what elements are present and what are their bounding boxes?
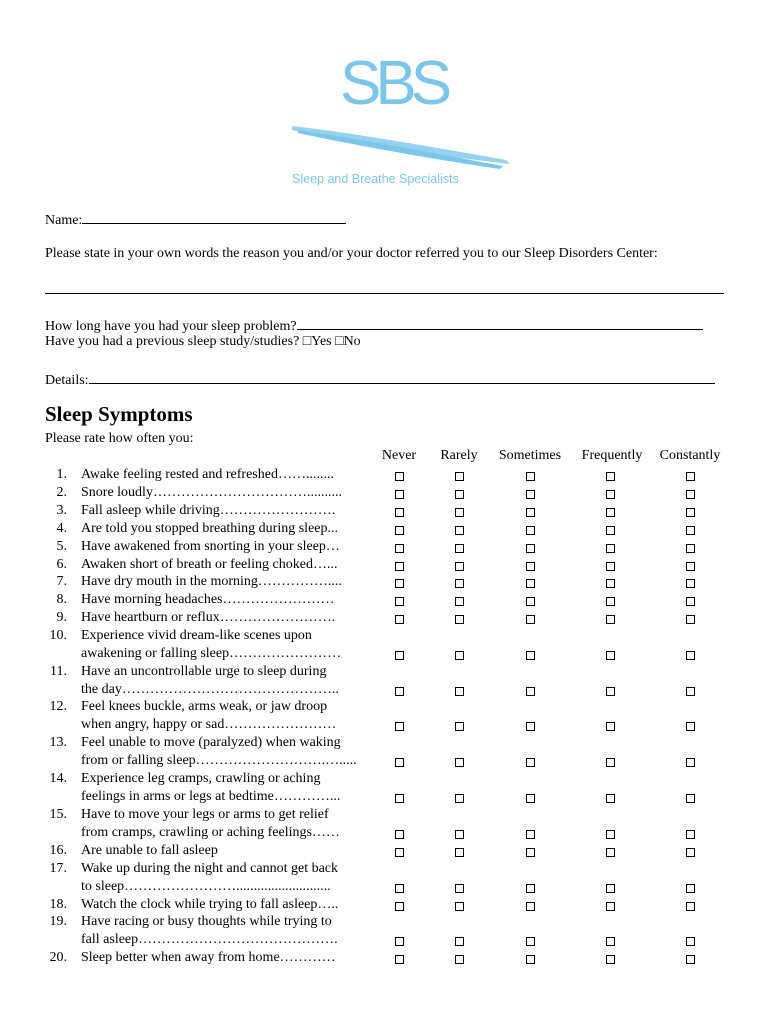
svg-text:SBS: SBS <box>340 49 447 118</box>
question-number: 11. <box>50 664 67 679</box>
checkbox-sometimes[interactable] <box>526 794 535 803</box>
checkbox-rarely[interactable] <box>455 597 464 606</box>
yes-option[interactable]: □Yes <box>302 334 332 349</box>
details-field[interactable] <box>45 369 715 390</box>
checkbox-never[interactable] <box>395 937 404 946</box>
checkbox-rarely[interactable] <box>455 472 464 481</box>
checkbox-rarely[interactable] <box>455 884 464 893</box>
checkbox-never[interactable] <box>395 490 404 499</box>
question-text: Are unable to fall asleep <box>81 843 218 858</box>
checkbox-frequently[interactable] <box>606 472 615 481</box>
checkbox-constantly[interactable] <box>686 579 695 588</box>
checkbox-frequently[interactable] <box>606 651 615 660</box>
question-text: Experience leg cramps, crawling or aching feelings in arms or legs at bedtime…………... <box>81 771 341 804</box>
question-text: Have dry mouth in the morning…………….... <box>81 574 342 589</box>
checkbox-never[interactable] <box>395 884 404 893</box>
logo-tagline: Sleep and Breathe Specialists <box>292 172 459 186</box>
checkbox-frequently[interactable] <box>606 794 615 803</box>
question-number: 12. <box>49 699 67 714</box>
checkbox-never[interactable] <box>395 615 404 624</box>
checkbox-constantly[interactable] <box>686 687 695 696</box>
question-number: 17. <box>49 861 67 876</box>
question-text: Experience vivid dream-like scenes upon awakening or falling sleep…………………… <box>81 628 342 661</box>
checkbox-rarely[interactable] <box>455 722 464 731</box>
duration-label: How long have you had your sleep problem? <box>45 319 297 334</box>
checkbox-never[interactable] <box>395 955 404 964</box>
checkbox-never[interactable] <box>395 544 404 553</box>
checkbox-constantly[interactable] <box>686 848 695 857</box>
question-text: Sleep better when away from home………… <box>81 950 336 965</box>
checkbox-frequently[interactable] <box>606 544 615 553</box>
checkbox-constantly[interactable] <box>686 544 695 553</box>
checkbox-rarely[interactable] <box>455 902 464 911</box>
checkbox-never[interactable] <box>395 508 404 517</box>
checkbox-never[interactable] <box>395 722 404 731</box>
checkbox-rarely[interactable] <box>455 562 464 571</box>
checkbox-rarely[interactable] <box>455 937 464 946</box>
checkbox-rarely[interactable] <box>455 758 464 767</box>
question-number: 10. <box>49 628 67 643</box>
checkbox-frequently[interactable] <box>606 902 615 911</box>
question-text: Feel knees buckle, arms weak, or jaw droop when angry, happy or sad…………………… <box>81 699 337 732</box>
checkbox-frequently[interactable] <box>606 955 615 964</box>
checkbox-rarely[interactable] <box>455 651 464 660</box>
checkbox-frequently[interactable] <box>606 884 615 893</box>
checkbox-constantly[interactable] <box>686 508 695 517</box>
checkbox-never[interactable] <box>395 902 404 911</box>
checkbox-sometimes[interactable] <box>526 955 535 964</box>
checkbox-sometimes[interactable] <box>526 490 535 499</box>
checkbox-frequently[interactable] <box>606 526 615 535</box>
col-sometimes: Sometimes <box>498 448 562 463</box>
checkbox-frequently[interactable] <box>606 722 615 731</box>
checkbox-never[interactable] <box>395 597 404 606</box>
question-text: Have racing or busy thoughts while trying to fall asleep……………………………………. <box>81 914 338 947</box>
checkbox-constantly[interactable] <box>686 472 695 481</box>
checkbox-frequently[interactable] <box>606 830 615 839</box>
question-number: 4. <box>56 521 67 536</box>
question-text: Have morning headaches…………………… <box>81 592 335 607</box>
checkbox-constantly[interactable] <box>686 830 695 839</box>
question-number: 7. <box>56 574 67 589</box>
checkbox-sometimes[interactable] <box>526 758 535 767</box>
question-text: Are told you stopped breathing during sleep... <box>81 521 339 536</box>
checkbox-frequently[interactable] <box>606 508 615 517</box>
section-instruction: Please rate how often you: <box>45 431 194 446</box>
question-number: 13. <box>49 735 67 750</box>
checkbox-sometimes[interactable] <box>526 597 535 606</box>
details-label: Details: <box>45 373 89 388</box>
question-text: Have to move your legs or arms to get relief from cramps, crawling or aching feelings…… <box>81 807 340 840</box>
question-number: 2. <box>56 485 67 500</box>
sbs-logo <box>288 48 528 188</box>
checkbox-constantly[interactable] <box>686 562 695 571</box>
checkbox-sometimes[interactable] <box>526 722 535 731</box>
reason-line[interactable] <box>45 293 724 294</box>
checkbox-frequently[interactable] <box>606 597 615 606</box>
checkbox-sometimes[interactable] <box>526 651 535 660</box>
checkbox-constantly[interactable] <box>686 937 695 946</box>
question-number: 14. <box>49 771 67 786</box>
checkbox-rarely[interactable] <box>455 794 464 803</box>
question-text: Feel unable to move (paralyzed) when waking from or falling sleep……………………….…..... <box>81 735 357 768</box>
checkbox-constantly[interactable] <box>686 651 695 660</box>
question-number: 1. <box>56 467 67 482</box>
checkbox-never[interactable] <box>395 579 404 588</box>
checkbox-frequently[interactable] <box>606 687 615 696</box>
checkbox-sometimes[interactable] <box>526 687 535 696</box>
question-number: 3. <box>56 503 67 518</box>
checkbox-constantly[interactable] <box>686 722 695 731</box>
section-title: Sleep Symptoms <box>45 402 193 426</box>
checkbox-frequently[interactable] <box>606 848 615 857</box>
checkbox-sometimes[interactable] <box>526 526 535 535</box>
checkbox-constantly[interactable] <box>686 902 695 911</box>
question-text: Have an uncontrollable urge to sleep during the day……………………………………….. <box>81 664 339 697</box>
question-text: Have heartburn or reflux……………………. <box>81 610 336 625</box>
question-number: 5. <box>56 539 67 554</box>
checkbox-rarely[interactable] <box>455 830 464 839</box>
checkbox-constantly[interactable] <box>686 794 695 803</box>
question-number: 16. <box>49 843 67 858</box>
checkbox-rarely[interactable] <box>455 490 464 499</box>
checkbox-rarely[interactable] <box>455 579 464 588</box>
checkbox-constantly[interactable] <box>686 955 695 964</box>
checkbox-rarely[interactable] <box>455 544 464 553</box>
question-number: 19. <box>49 914 67 929</box>
checkbox-sometimes[interactable] <box>526 472 535 481</box>
checkbox-never[interactable] <box>395 848 404 857</box>
checkbox-sometimes[interactable] <box>526 884 535 893</box>
checkbox-never[interactable] <box>395 830 404 839</box>
col-frequently: Frequently <box>581 448 643 463</box>
checkbox-sometimes[interactable] <box>526 508 535 517</box>
checkbox-constantly[interactable] <box>686 526 695 535</box>
checkbox-never[interactable] <box>395 526 404 535</box>
question-text: Watch the clock while trying to fall asleep….. <box>81 897 339 912</box>
checkbox-sometimes[interactable] <box>526 902 535 911</box>
col-constantly: Constantly <box>659 448 721 463</box>
checkbox-rarely[interactable] <box>455 615 464 624</box>
checkbox-never[interactable] <box>395 758 404 767</box>
checkbox-constantly[interactable] <box>686 615 695 624</box>
checkbox-rarely[interactable] <box>455 526 464 535</box>
checkbox-sometimes[interactable] <box>526 579 535 588</box>
checkbox-never[interactable] <box>395 651 404 660</box>
question-number: 18. <box>49 897 67 912</box>
checkbox-rarely[interactable] <box>455 848 464 857</box>
checkbox-frequently[interactable] <box>606 937 615 946</box>
previous-study-label: Have you had a previous sleep study/studies? <box>45 334 300 349</box>
checkbox-rarely[interactable] <box>455 687 464 696</box>
question-number: 8. <box>56 592 67 607</box>
checkbox-never[interactable] <box>395 472 404 481</box>
checkbox-sometimes[interactable] <box>526 615 535 624</box>
checkbox-frequently[interactable] <box>606 562 615 571</box>
reason-prompt: Please state in your own words the reason you and/or your doctor referred you to our Sleep Disorders Center: <box>45 246 658 261</box>
question-number: 6. <box>56 557 67 572</box>
question-number: 15. <box>49 807 67 822</box>
checkbox-rarely[interactable] <box>455 955 464 964</box>
checkbox-constantly[interactable] <box>686 597 695 606</box>
checkbox-frequently[interactable] <box>606 758 615 767</box>
checkbox-sometimes[interactable] <box>526 830 535 839</box>
name-label: Name: <box>45 213 83 228</box>
checkbox-frequently[interactable] <box>606 579 615 588</box>
name-field[interactable] <box>45 209 346 230</box>
question-text: Wake up during the night and cannot get back to sleep……………………........................... <box>81 861 339 894</box>
previous-study-field <box>45 333 361 351</box>
checkbox-rarely[interactable] <box>455 508 464 517</box>
question-text: Have awakened from snorting in your sleep… <box>81 539 340 554</box>
col-never: Never <box>381 448 417 463</box>
checkbox-never[interactable] <box>395 794 404 803</box>
question-text: Fall asleep while driving……………………. <box>81 503 336 518</box>
checkbox-sometimes[interactable] <box>526 562 535 571</box>
question-text: Snore loudly…………………………….......... <box>81 485 342 500</box>
checkbox-sometimes[interactable] <box>526 848 535 857</box>
no-option[interactable]: □No <box>335 334 361 349</box>
question-text: Awake feeling rested and refreshed……........ <box>81 467 334 482</box>
question-number: 20. <box>49 950 67 965</box>
checkbox-frequently[interactable] <box>606 490 615 499</box>
checkbox-never[interactable] <box>395 562 404 571</box>
col-rarely: Rarely <box>440 448 478 463</box>
checkbox-sometimes[interactable] <box>526 544 535 553</box>
checkbox-constantly[interactable] <box>686 758 695 767</box>
checkbox-sometimes[interactable] <box>526 937 535 946</box>
checkbox-constantly[interactable] <box>686 884 695 893</box>
question-text: Awaken short of breath or feeling choked…... <box>81 557 338 572</box>
checkbox-constantly[interactable] <box>686 490 695 499</box>
checkbox-frequently[interactable] <box>606 615 615 624</box>
checkbox-never[interactable] <box>395 687 404 696</box>
question-number: 9. <box>56 610 67 625</box>
